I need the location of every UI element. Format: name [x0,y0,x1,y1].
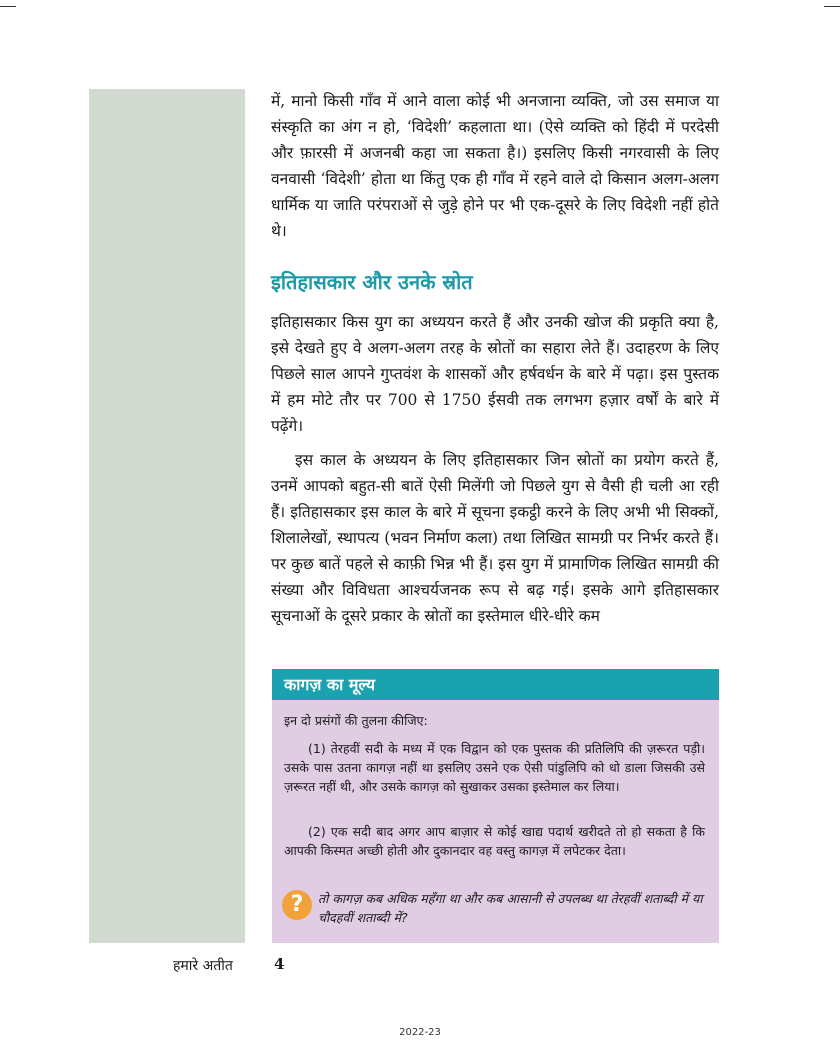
info-box-question: तो कागज़ कब अधिक महँगा था और कब आसानी से उपलब्ध था तेरहवीं शताब्दी में या चौदहवीं शताब्दी में? [318,891,703,925]
body-paragraph-3: इस काल के अध्ययन के लिए इतिहासकार जिन स्रोतों का प्रयोग करते हैं, उनमें आपको बहुत-सी बातें ऐसी मिलेंगी जो पिछले युग से वैसी ही चली आ रही हैं। इतिहासकार इस काल के बारे में सूचना इकट्ठी करने के लिए अभी भी सिक्कों, शिलालेखों, स्थापत्य (भवन निर्माण कला) तथा लिखित सामग्री पर निर्भर करते हैं। पर कुछ बातें पहले से काफ़ी भिन्न भी हैं। इस युग में प्रामाणिक लिखित सामग्री की संख्या और विविधता आश्चर्यजनक रूप से बढ़ गई। इसके आगे इतिहासकार सूचनाओं के दूसरे प्रकार के स्रोतों का इस्तेमाल धीरे-धीरे कम [271,451,719,625]
crop-mark-left [0,6,16,7]
info-box [272,669,719,943]
info-box-item-2: (2) एक सदी बाद अगर आप बाज़ार से कोई खाद्य पदार्थ खरीदते तो हो सकता है कि आपकी किस्मत अच्छी होती और दुकानदार वह वस्तु कागज़ में लपेटकर देता। [284,824,705,858]
info-box-item-1: (1) तेरहवीं सदी के मध्य में एक विद्वान को एक पुस्तक की प्रतिलिपि की ज़रूरत पड़ी। उसके पास उतना कागज़ नहीं था इसलिए उसने एक ऐसी पांडुलिपि को धो डाला जिसकी उसे ज़रूरत नहीं थी, और उसके कागज़ को सुखाकर उसका इस्तेमाल कर लिया। [284,741,705,794]
side-margin-panel [89,89,245,943]
info-box-intro: इन दो प्रसंगों की तुलना कीजिए: [284,713,428,728]
footer-book-title: हमारे अतीत [173,958,233,974]
body-paragraph-2: इतिहासकार किस युग का अध्ययन करते हैं और उनकी खोज की प्रकृति क्या है, इसे देखते हुए वे अलग-अलग तरह के स्रोतों का सहारा लेते हैं। उदाहरण के लिए पिछले साल आपने गुप्तवंश के शासकों और हर्षवर्धन के बारे में पढ़ा। इस पुस्तक में हम मोटे तौर पर 700 से 1750 ईसवी तक लगभग हज़ार वर्षों के बारे में पढ़ेंगे। [271,313,719,435]
body-paragraph-1: में, मानो किसी गाँव में आने वाला कोई भी अनजाना व्यक्ति, जो उस समाज या संस्कृति का अंग न हो, ‘विदेशी’ कहलाता था। (ऐसे व्यक्ति को हिंदी में परदेसी और फ़ारसी में अजनबी कहा जा सकता है।) इसलिए किसी नगरवासी के लिए वनवासी ‘विदेशी’ होता था किंतु एक ही गाँव में रहने वाले दो किसान अलग-अलग धार्मिक या जाति परंपराओं से जुड़े होने पर भी एक-दूसरे के लिए विदेशी नहीं होते थे। [271,92,719,240]
question-mark-icon: ? [282,890,312,920]
info-box-title: कागज़ का मूल्य [272,669,719,700]
page-number: 4 [274,955,285,973]
crop-mark-right [824,6,840,7]
edition-year: 2022-23 [399,1027,441,1038]
section-heading: इतिहासकार और उनके स्रोत [271,270,473,294]
